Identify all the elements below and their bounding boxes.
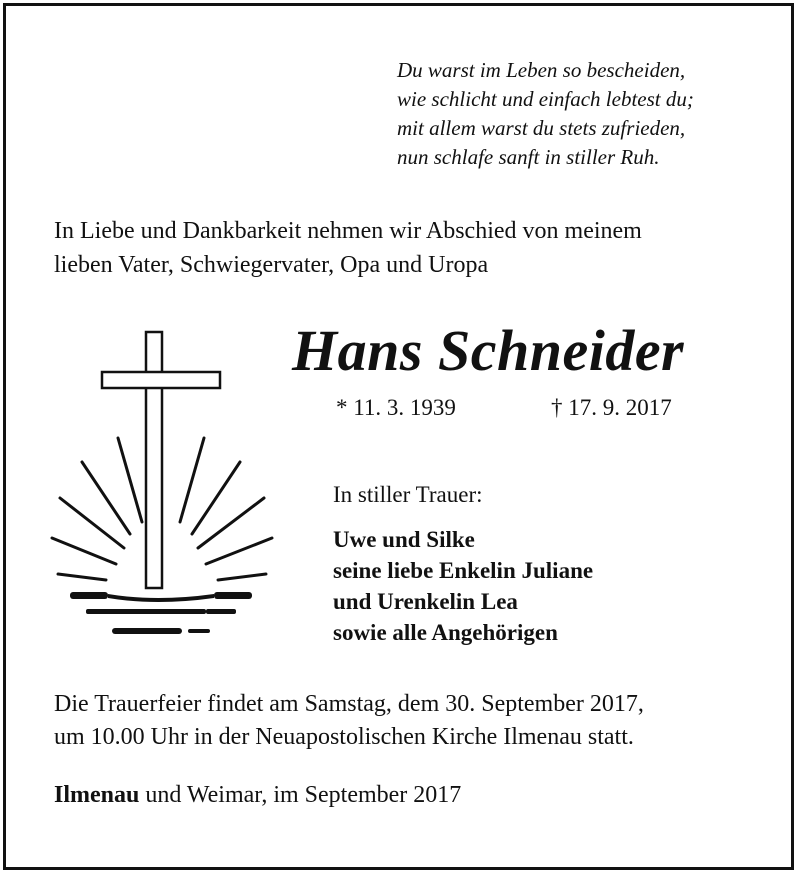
ray — [198, 498, 264, 548]
mourning-label: In stiller Trauer: — [333, 482, 483, 507]
wave — [70, 592, 108, 599]
wave — [108, 594, 214, 602]
mourner-line: sowie alle Angehörigen — [333, 620, 558, 645]
ray — [206, 538, 272, 564]
water-waves — [70, 592, 252, 634]
ray — [52, 538, 116, 564]
intro-text — [54, 214, 774, 282]
funeral-service-info — [54, 688, 774, 754]
mourner-line: und Urenkelin Lea — [333, 589, 518, 614]
intro-line: In Liebe und Dankbarkeit nehmen wir Abschied von meinem — [54, 218, 642, 244]
ray — [58, 574, 106, 580]
poem-line: mit allem warst du stets zufrieden, — [397, 116, 686, 140]
poem-line: nun schlafe sanft in stiller Ruh. — [397, 145, 660, 169]
place-rest: und Weimar, im September 2017 — [139, 782, 462, 808]
mourner-line: Uwe und Silke — [333, 527, 475, 552]
cross-beam — [102, 372, 220, 388]
wave — [86, 609, 206, 614]
poem-line: wie schlicht und einfach lebtest du; — [397, 87, 694, 111]
poem-line: Du warst im Leben so bescheiden, — [397, 58, 686, 82]
poem — [397, 56, 777, 172]
wave — [214, 592, 252, 599]
cross-upright — [146, 332, 162, 588]
cross-sunrise-water-icon — [46, 326, 286, 646]
wave — [112, 628, 182, 634]
mourners-list — [333, 524, 593, 648]
ray — [82, 462, 130, 534]
wave — [206, 609, 236, 614]
service-line: um 10.00 Uhr in der Neuapostolischen Kirche Ilmenau statt. — [54, 724, 634, 750]
mourner-line: seine liebe Enkelin Juliane — [333, 558, 594, 583]
ray — [218, 574, 266, 580]
place-town: Ilmenau — [54, 782, 140, 808]
intro-line: lieben Vater, Schwiegervater, Opa und Uropa — [54, 252, 489, 278]
service-line: Die Trauerfeier findet am Samstag, dem 30. September 2017, — [54, 691, 644, 717]
ray — [118, 438, 142, 522]
place-and-date — [54, 782, 461, 809]
death-date: † 17. 9. 2017 — [551, 395, 672, 420]
deceased-name: Hans Schneider — [292, 318, 685, 383]
ray — [60, 498, 124, 548]
birth-date: * 11. 3. 1939 — [336, 395, 456, 420]
wave — [188, 629, 210, 633]
ray — [180, 438, 204, 522]
cross-joint — [148, 374, 161, 387]
